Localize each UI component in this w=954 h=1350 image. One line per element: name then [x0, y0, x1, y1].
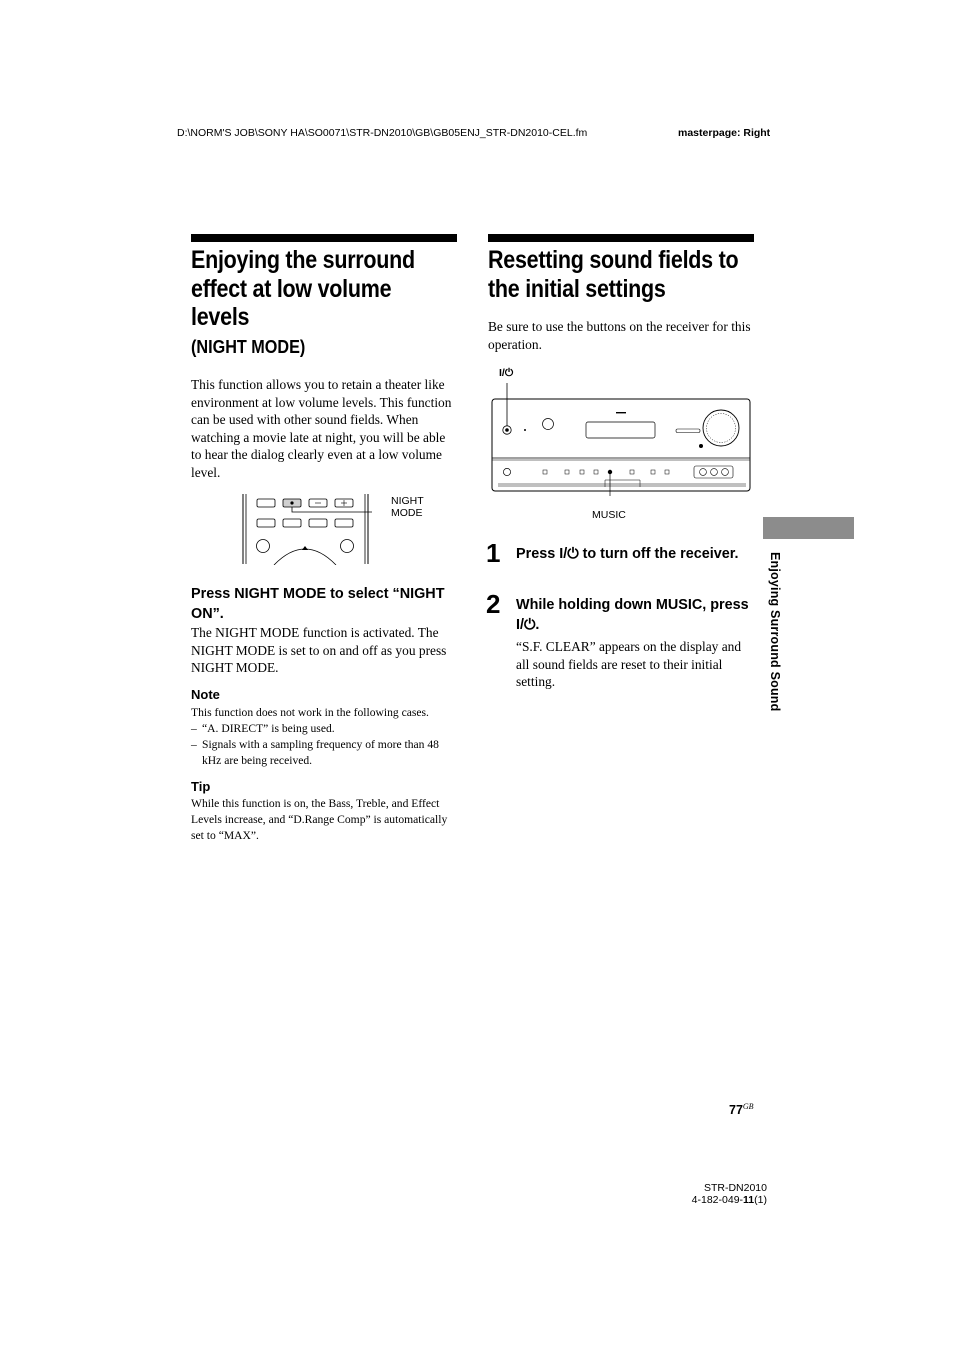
music-button-callout-label: MUSIC [592, 509, 626, 521]
header-masterpage: masterpage: Right [678, 127, 771, 139]
note-item: – Signals with a sampling frequency of more than 48 kHz are being received. [191, 737, 457, 769]
power-button-callout-label: I/⏻ [499, 367, 514, 379]
right-intro-text: Be sure to use the buttons on the receiver for this operation. [488, 319, 751, 352]
note-block [191, 705, 457, 769]
left-instruction-body: The NIGHT MODE function is activated. The NIGHT MODE is set to on and off as you press NIGHT MODE. [191, 625, 447, 676]
left-title-line: Enjoying the surround [191, 246, 415, 274]
code-suffix: (1) [754, 1194, 767, 1206]
callout-line: NIGHT [391, 495, 424, 507]
left-section-title [191, 246, 415, 332]
code-bold: 11 [743, 1194, 755, 1206]
left-title-line: effect at low volume [191, 274, 392, 303]
note-item: – “A. DIRECT” is being used. [191, 721, 457, 737]
step-1-text: Press I/⏻ to turn off the receiver. [516, 546, 739, 562]
section-rule-right [488, 234, 754, 242]
chapter-tab-marker [763, 517, 854, 539]
right-title-line: Resetting sound fields to [488, 246, 739, 274]
right-section-title [488, 246, 738, 303]
step-2-body: “S.F. CLEAR” appears on the display and all sound fields are reset to their initial setting. [516, 639, 742, 690]
receiver-front-panel-figure [490, 380, 754, 496]
footer-model: STR-DN2010 [703, 1182, 767, 1194]
tip-heading: Tip [191, 779, 211, 794]
callout-line: MODE [391, 507, 423, 519]
page-number-value: 77 [729, 1103, 743, 1118]
right-title-line: the initial settings [488, 274, 666, 303]
step-2-text: While holding down MUSIC, press I/⏻. [516, 597, 749, 633]
note-heading: Note [191, 687, 220, 702]
remote-control-figure [238, 493, 372, 565]
chapter-tab-label: Enjoying Surround Sound [768, 552, 782, 712]
footer-code [667, 1194, 767, 1206]
section-rule-left [191, 234, 457, 242]
page-number-suffix: GB [742, 1102, 754, 1111]
step-number: 1 [486, 538, 501, 568]
page-number [729, 1102, 754, 1117]
left-intro-text: This function allows you to retain a theater like environment at low volume levels. This function can be used with other sound fields. When watching a movie late at night, you will be able to hear the dialog clearly even at a low volume level. [191, 377, 452, 480]
code-prefix: 4-182-049- [691, 1194, 744, 1206]
header-file-path: D:\NORM'S JOB\SONY HA\SO0071\STR-DN2010\GB\GB05ENJ_STR-DN2010-CEL.fm [177, 127, 588, 139]
tip-text: While this function is on, the Bass, Treble, and Effect Levels increase, and “D.Range Comp” is automatically set to “MAX”. [191, 797, 448, 842]
left-instruction-heading: Press NIGHT MODE to select “NIGHT ON”. [191, 586, 445, 622]
note-text: This function does not work in the following cases. [191, 706, 429, 719]
step-number: 2 [486, 589, 501, 619]
night-mode-callout-label [391, 495, 424, 519]
left-title-line: levels [191, 303, 250, 331]
left-section-subtitle: (NIGHT MODE) [191, 337, 306, 357]
